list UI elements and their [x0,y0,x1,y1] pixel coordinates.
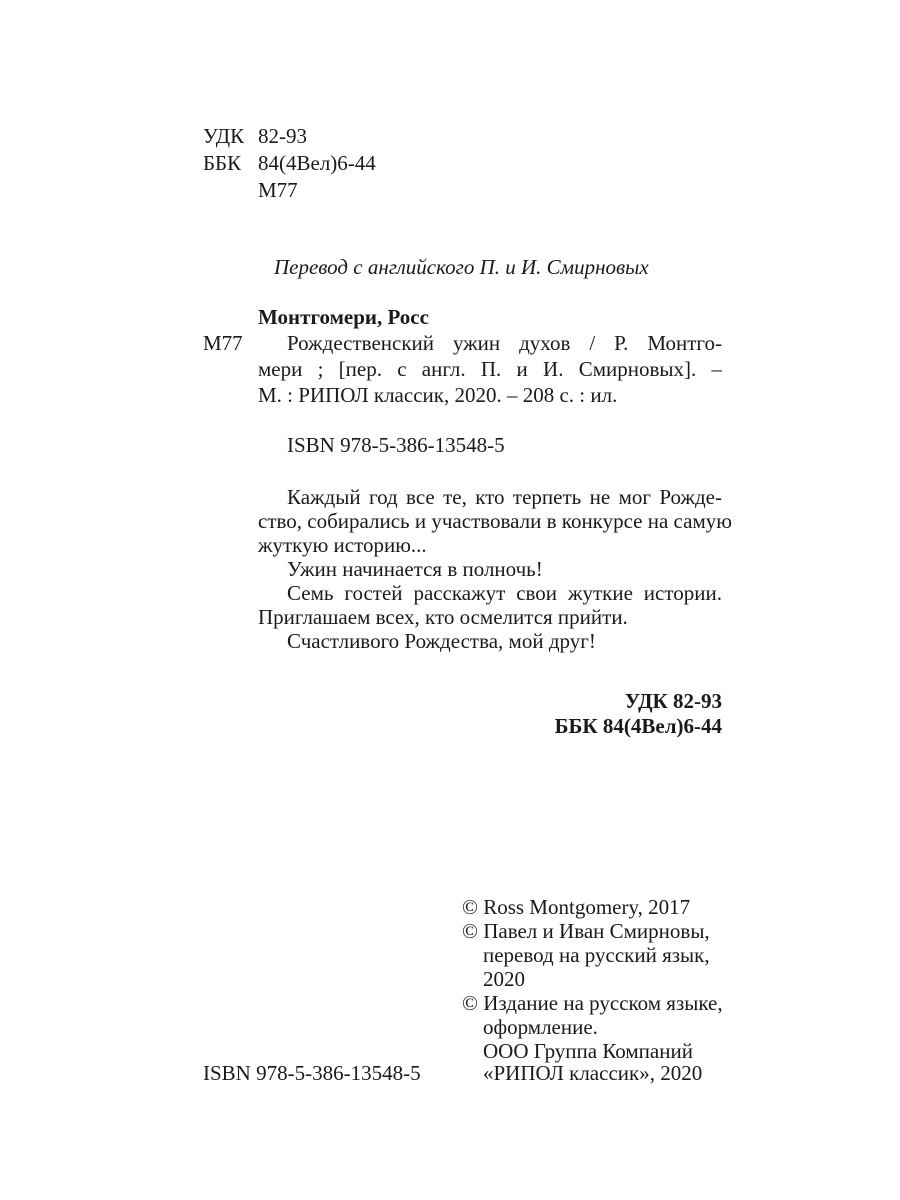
copyright-line-1: © Ross Montgomery, 2017 [462,895,691,919]
copyright-line-2: © Павел и Иван Смирновы, [462,919,710,943]
bbk-value: 84(4Вел)6-44 [258,151,376,175]
annotation-line-2: ство, собирались и участвовали в конкурсе на самую [258,509,732,533]
bbk-bottom: ББК 84(4Вел)6-44 [554,714,722,738]
biblio-line-2: мери ; [пер. с англ. П. и И. Смирновых]. – [258,357,722,381]
copyright-line-5: © Издание на русском языке, [462,991,723,1015]
annotation-line-3: жуткую историю... [258,533,427,557]
author-heading: Монтгомери, Росс [258,305,429,329]
copyright-line-3: перевод на русский язык, [483,943,710,967]
copyright-line-8: «РИПОЛ классик», 2020 [483,1061,703,1085]
udk-label: УДК [203,124,245,148]
annotation-line-7: Счастливого Рождества, мой друг! [287,629,596,653]
copyright-line-4: 2020 [483,967,525,991]
copyright-line-6: оформление. [483,1015,598,1039]
biblio-line-1: Рождественский ужин духов / Р. Монтго- [287,331,722,355]
author-mark-top: М77 [258,178,298,202]
isbn-record: ISBN 978-5-386-13548-5 [287,433,505,457]
translation-note: Перевод с английского П. и И. Смирновых [274,255,649,279]
annotation-line-4: Ужин начинается в полночь! [287,557,543,581]
udk-bottom: УДК 82-93 [624,689,722,713]
bbk-label: ББК [203,151,242,175]
annotation-line-1: Каждый год все те, кто терпеть не мог Рожде- [287,485,722,509]
udk-value: 82-93 [258,124,307,148]
author-mark: М77 [203,331,243,355]
annotation-line-6: Приглашаем всех, кто осмелится прийти. [258,605,628,629]
copyright-line-7: ООО Группа Компаний [483,1039,693,1063]
annotation-line-5: Семь гостей расскажут свои жуткие истории. [287,581,722,605]
biblio-line-3: М. : РИПОЛ классик, 2020. – 208 с. : ил. [258,383,618,407]
footer-isbn: ISBN 978-5-386-13548-5 [203,1061,421,1085]
